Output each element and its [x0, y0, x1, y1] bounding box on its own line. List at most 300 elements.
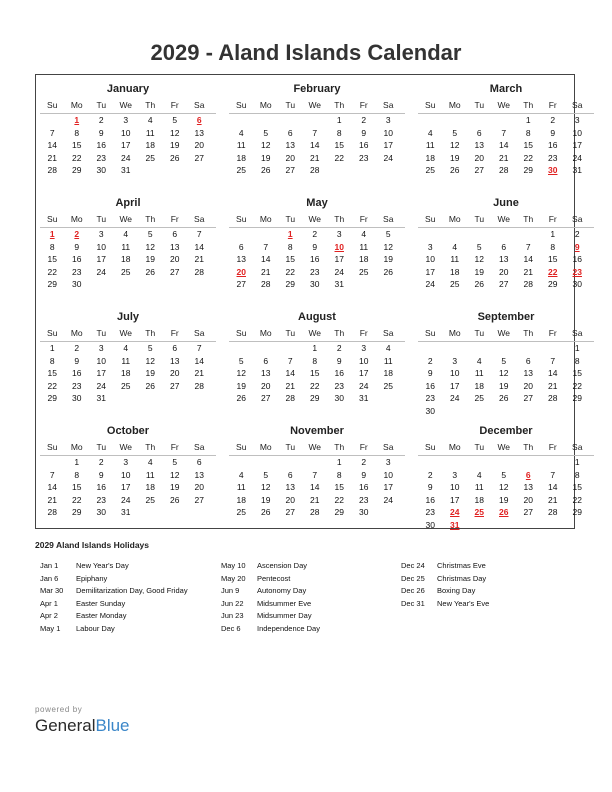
day-cell: 12 [383, 241, 393, 252]
month-name: February [293, 83, 341, 95]
day-cell: 26 [145, 380, 155, 391]
empty-day-cell [187, 506, 212, 519]
holiday-day-cell: 26 [499, 507, 509, 517]
weekday-label: Fr [548, 442, 557, 452]
day-cell: 5 [476, 241, 482, 252]
weekday-label: Mo [70, 442, 83, 452]
week-row [40, 164, 216, 177]
weekday-label: Su [236, 100, 247, 110]
empty-day-cell [278, 114, 303, 127]
day-cell: 24 [383, 494, 393, 505]
holiday-day-cell: 24 [450, 507, 460, 517]
holiday-name: Christmas Day [437, 573, 487, 583]
day-cell: 29 [72, 507, 82, 517]
empty-day-cell [565, 405, 590, 418]
day-cell: 3 [123, 115, 129, 125]
weekday-label: Su [236, 328, 247, 338]
empty-day-cell [467, 228, 492, 241]
day-cell: 5 [147, 229, 153, 239]
day-cell: 24 [359, 380, 369, 391]
weekday-label: Th [334, 214, 345, 224]
day-cell: 1 [574, 343, 580, 353]
weekday-label: Th [145, 214, 156, 224]
day-cell: 3 [452, 355, 458, 366]
day-cell: 1 [49, 343, 55, 353]
day-cell: 18 [121, 368, 131, 378]
weekday-label: We [308, 100, 322, 110]
day-cell: 26 [170, 152, 180, 163]
day-cell: 12 [499, 482, 509, 492]
weekday-label: Tu [285, 100, 296, 110]
holiday-name: Ascension Day [257, 561, 308, 570]
day-cell: 19 [236, 380, 246, 391]
day-cell: 2 [74, 343, 80, 353]
day-cell: 4 [361, 229, 367, 239]
day-cell: 11 [425, 140, 435, 150]
day-cell: 4 [452, 241, 458, 252]
day-cell: 3 [385, 457, 391, 467]
day-cell: 8 [74, 127, 80, 138]
day-cell: 19 [499, 380, 509, 391]
week-row [40, 139, 216, 152]
weekday-label: Sa [572, 328, 583, 338]
weekday-label: Tu [474, 442, 485, 452]
week-row [418, 519, 594, 532]
day-cell: 12 [450, 140, 460, 150]
month-november [229, 423, 405, 519]
holiday-name: Christmas Eve [437, 561, 486, 570]
generalblue-logo[interactable] [35, 716, 130, 736]
day-cell: 28 [47, 165, 57, 175]
day-cell: 27 [285, 165, 295, 175]
day-cell: 30 [425, 519, 435, 530]
week-row [40, 367, 216, 380]
weekday-label: We [497, 442, 511, 452]
day-cell: 5 [501, 355, 507, 366]
day-cell: 28 [310, 165, 320, 175]
day-cell: 3 [98, 229, 104, 239]
empty-day-cell [492, 114, 517, 127]
day-cell: 8 [525, 127, 531, 138]
weekday-header [418, 325, 594, 342]
empty-day-cell [541, 342, 566, 355]
weekday-label: Th [145, 100, 156, 110]
day-cell: 17 [359, 368, 369, 378]
week-row [40, 481, 216, 494]
week-row [418, 164, 594, 177]
weekday-label: We [119, 442, 133, 452]
day-cell: 21 [194, 368, 204, 378]
day-cell: 8 [550, 241, 556, 252]
day-cell: 10 [96, 355, 106, 366]
month-february [229, 81, 405, 177]
day-cell: 29 [523, 165, 533, 175]
holiday-name: Boxing Day [437, 586, 476, 595]
day-cell: 20 [194, 140, 204, 150]
calendar-grid [35, 74, 583, 530]
holiday-date: Mar 30 [40, 586, 64, 595]
week-row [40, 392, 216, 405]
day-cell: 3 [427, 241, 433, 252]
day-cell: 16 [96, 482, 106, 492]
day-cell: 21 [523, 266, 533, 277]
week-row [418, 456, 594, 469]
day-cell: 30 [72, 393, 82, 403]
day-cell: 6 [172, 343, 178, 353]
day-cell: 9 [98, 127, 104, 138]
weekday-label: Su [236, 442, 247, 452]
weekday-header [229, 97, 405, 114]
day-cell: 15 [47, 254, 57, 264]
weekday-label: Fr [359, 442, 368, 452]
day-cell: 8 [574, 355, 580, 366]
holiday-day-cell: 1 [74, 115, 80, 125]
day-cell: 17 [96, 254, 106, 264]
day-cell: 9 [550, 127, 556, 138]
day-cell: 10 [383, 469, 393, 480]
day-cell: 16 [359, 140, 369, 150]
week-row [40, 127, 216, 140]
weekday-label: Tu [96, 214, 107, 224]
week-row [229, 253, 405, 266]
holiday-date: Jan 1 [40, 561, 59, 570]
weekday-label: Sa [572, 214, 583, 224]
day-cell: 25 [450, 279, 460, 289]
day-cell: 15 [548, 254, 558, 264]
day-cell: 15 [572, 482, 582, 492]
day-cell: 18 [450, 266, 460, 277]
weekday-label: Fr [359, 328, 368, 338]
day-cell: 2 [98, 115, 104, 125]
day-cell: 11 [145, 127, 155, 138]
weekday-header [418, 97, 594, 114]
weekday-label: Mo [259, 328, 272, 338]
day-cell: 28 [523, 279, 533, 289]
day-cell: 19 [145, 254, 155, 264]
holiday-day-cell: 20 [236, 266, 246, 277]
day-cell: 15 [523, 140, 533, 150]
empty-day-cell [187, 164, 212, 177]
week-row [40, 278, 216, 291]
week-row [418, 228, 594, 241]
day-cell: 7 [312, 469, 318, 480]
holiday-day-cell: 25 [474, 507, 484, 517]
day-cell: 20 [170, 368, 180, 378]
empty-day-cell [516, 405, 541, 418]
day-cell: 22 [72, 152, 82, 163]
week-row [40, 494, 216, 507]
holiday-name: Pentecost [257, 573, 291, 583]
day-cell: 22 [572, 380, 582, 391]
holiday-name: New Year's Day [76, 561, 129, 570]
day-cell: 28 [285, 393, 295, 403]
day-cell: 12 [170, 127, 180, 138]
day-cell: 1 [336, 115, 342, 125]
empty-day-cell [303, 456, 328, 469]
day-cell: 16 [310, 254, 320, 264]
empty-day-cell [138, 278, 163, 291]
day-cell: 9 [312, 241, 318, 252]
day-cell: 13 [170, 355, 180, 366]
day-cell: 6 [287, 469, 293, 480]
day-cell: 1 [312, 343, 318, 353]
weekday-header [229, 439, 405, 456]
weekday-label: We [119, 100, 133, 110]
empty-day-cell [492, 456, 517, 469]
day-cell: 16 [425, 380, 435, 391]
weekday-label: We [308, 214, 322, 224]
day-cell: 22 [572, 494, 582, 505]
day-cell: 22 [47, 380, 57, 391]
day-cell: 27 [236, 279, 246, 289]
holiday-row [40, 610, 188, 623]
empty-day-cell [516, 342, 541, 355]
day-cell: 17 [121, 140, 131, 150]
month-september [418, 309, 594, 417]
weekday-label: Mo [448, 214, 461, 224]
day-cell: 10 [450, 368, 460, 378]
weekday-label: Su [47, 328, 58, 338]
day-cell: 2 [427, 355, 433, 366]
day-cell: 21 [261, 266, 271, 277]
day-cell: 7 [501, 127, 507, 138]
weekday-label: We [308, 328, 322, 338]
day-cell: 7 [550, 355, 556, 366]
holiday-row [401, 585, 489, 598]
day-cell: 9 [427, 368, 433, 378]
day-cell: 18 [383, 368, 393, 378]
day-cell: 22 [72, 494, 82, 505]
day-cell: 1 [336, 457, 342, 467]
day-cell: 31 [121, 507, 131, 517]
holiday-name: Midsummer Day [257, 611, 312, 620]
weekday-label: Sa [194, 100, 205, 110]
weekday-label: Mo [448, 328, 461, 338]
day-cell: 2 [574, 229, 580, 239]
empty-day-cell [163, 392, 188, 405]
weekday-label: We [119, 214, 133, 224]
day-cell: 19 [261, 494, 271, 505]
weekday-label: Su [47, 214, 58, 224]
day-cell: 30 [334, 393, 344, 403]
empty-day-cell [254, 456, 279, 469]
weekday-label: Fr [170, 442, 179, 452]
day-cell: 4 [238, 127, 244, 138]
holiday-column [401, 560, 489, 610]
day-cell: 1 [574, 457, 580, 467]
day-cell: 7 [196, 343, 202, 353]
day-cell: 27 [499, 279, 509, 289]
week-row [40, 380, 216, 393]
week-row [40, 253, 216, 266]
day-cell: 19 [145, 368, 155, 378]
weekday-label: Fr [170, 214, 179, 224]
day-cell: 18 [359, 254, 369, 264]
day-cell: 6 [196, 457, 202, 467]
week-row [418, 355, 594, 368]
holiday-day-cell: 1 [49, 229, 55, 239]
day-cell: 13 [499, 254, 509, 264]
week-row [229, 342, 405, 355]
day-cell: 21 [499, 152, 509, 163]
week-row [229, 152, 405, 165]
day-cell: 31 [334, 279, 344, 289]
weekday-label: We [308, 442, 322, 452]
week-row [40, 456, 216, 469]
weekday-label: Fr [359, 214, 368, 224]
month-name: December [479, 425, 533, 437]
holiday-name: Epiphany [76, 573, 108, 583]
weekday-header [229, 325, 405, 342]
day-cell: 2 [98, 457, 104, 467]
empty-day-cell [376, 164, 401, 177]
day-cell: 11 [359, 241, 369, 252]
day-cell: 22 [334, 152, 344, 163]
day-cell: 25 [425, 165, 435, 175]
day-cell: 4 [123, 229, 129, 239]
day-cell: 14 [499, 140, 509, 150]
day-cell: 14 [310, 482, 320, 492]
holiday-date: Jun 9 [221, 586, 240, 595]
day-cell: 26 [145, 266, 155, 277]
day-cell: 16 [548, 140, 558, 150]
empty-day-cell [418, 114, 443, 127]
brand-name-part2: Blue [95, 716, 130, 735]
day-cell: 6 [287, 127, 293, 138]
month-january [40, 81, 216, 177]
week-row [229, 481, 405, 494]
brand-name-part1: General [35, 716, 96, 735]
month-name: July [116, 311, 139, 323]
holiday-date: May 1 [40, 623, 61, 633]
weekday-label: Th [334, 100, 345, 110]
day-cell: 21 [47, 152, 57, 163]
holiday-day-cell: 30 [548, 165, 558, 175]
day-cell: 13 [474, 140, 484, 150]
day-cell: 8 [312, 355, 318, 366]
empty-day-cell [467, 456, 492, 469]
holiday-date: Apr 1 [40, 598, 58, 608]
day-cell: 15 [310, 368, 320, 378]
empty-day-cell [229, 456, 254, 469]
day-cell: 11 [383, 355, 393, 366]
day-cell: 27 [474, 165, 484, 175]
day-cell: 16 [359, 482, 369, 492]
day-cell: 7 [287, 355, 293, 366]
day-cell: 20 [523, 494, 533, 505]
month-june [418, 195, 594, 291]
day-cell: 28 [310, 507, 320, 517]
weekday-label: Sa [383, 328, 394, 338]
day-cell: 3 [361, 343, 367, 353]
holiday-name: New Year's Eve [437, 598, 490, 608]
day-cell: 25 [359, 266, 369, 277]
day-cell: 8 [574, 469, 580, 480]
day-cell: 9 [361, 127, 367, 138]
week-row [418, 481, 594, 494]
holiday-date: Dec 26 [401, 586, 425, 595]
holiday-row [221, 598, 320, 611]
day-cell: 8 [336, 469, 342, 480]
day-cell: 25 [121, 266, 131, 277]
holiday-day-cell: 23 [572, 266, 582, 277]
day-cell: 28 [548, 393, 558, 403]
day-cell: 25 [145, 152, 155, 163]
day-cell: 18 [474, 494, 484, 505]
day-cell: 29 [572, 393, 582, 403]
day-cell: 3 [385, 115, 391, 125]
empty-day-cell [40, 114, 65, 127]
weekday-header [40, 325, 216, 342]
day-cell: 10 [359, 355, 369, 366]
weekday-header [229, 211, 405, 228]
empty-day-cell [443, 456, 468, 469]
holiday-day-cell: 10 [334, 241, 344, 252]
empty-day-cell [418, 228, 443, 241]
weekday-label: Fr [548, 214, 557, 224]
weekday-header [40, 439, 216, 456]
day-cell: 6 [263, 355, 269, 366]
day-cell: 21 [310, 152, 320, 163]
week-row [418, 469, 594, 482]
day-cell: 31 [359, 393, 369, 403]
day-cell: 9 [74, 355, 80, 366]
weekday-label: Su [425, 214, 436, 224]
day-cell: 2 [361, 115, 367, 125]
day-cell: 23 [310, 266, 320, 277]
weekday-header [40, 211, 216, 228]
empty-day-cell [376, 278, 401, 291]
day-cell: 29 [285, 279, 295, 289]
holiday-day-cell: 22 [548, 266, 558, 277]
holiday-row [221, 610, 320, 623]
holiday-day-cell: 2 [74, 229, 80, 239]
empty-day-cell [516, 456, 541, 469]
holiday-column [40, 560, 188, 635]
empty-day-cell [254, 114, 279, 127]
day-cell: 23 [359, 152, 369, 163]
day-cell: 27 [523, 507, 533, 517]
day-cell: 14 [194, 355, 204, 366]
weekday-label: Su [425, 100, 436, 110]
day-cell: 17 [450, 494, 460, 505]
day-cell: 5 [263, 469, 269, 480]
day-cell: 8 [336, 127, 342, 138]
day-cell: 18 [236, 494, 246, 505]
weekday-label: Sa [572, 100, 583, 110]
day-cell: 26 [261, 507, 271, 517]
day-cell: 11 [236, 140, 246, 150]
weekday-label: Th [523, 328, 534, 338]
holiday-day-cell: 9 [574, 241, 580, 252]
day-cell: 6 [525, 355, 531, 366]
day-cell: 17 [383, 482, 393, 492]
day-cell: 9 [98, 469, 104, 480]
day-cell: 18 [236, 152, 246, 163]
empty-day-cell [229, 114, 254, 127]
day-cell: 26 [236, 393, 246, 403]
empty-day-cell [418, 456, 443, 469]
day-cell: 24 [334, 266, 344, 277]
holiday-name: Midsummer Eve [257, 598, 312, 608]
week-row [229, 164, 405, 177]
empty-day-cell [89, 278, 114, 291]
day-cell: 31 [121, 165, 131, 175]
week-row [229, 355, 405, 368]
month-april [40, 195, 216, 291]
weekday-label: We [497, 100, 511, 110]
week-row [40, 152, 216, 165]
